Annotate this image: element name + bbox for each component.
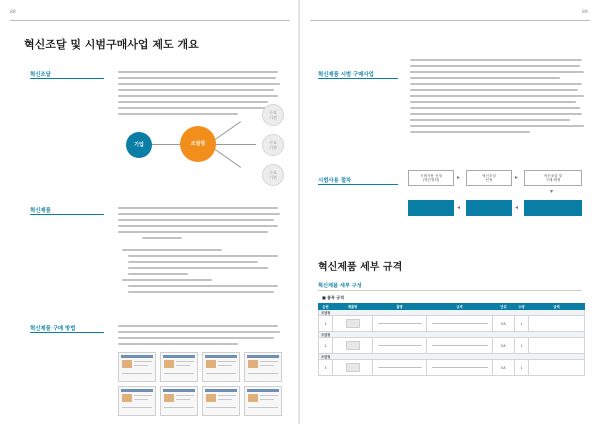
process-step-contract — [524, 200, 582, 216]
diagram-node-pps: 조달청 — [180, 126, 216, 162]
col-header: 금액 — [529, 304, 585, 310]
product-image — [346, 319, 360, 328]
section-label-pilot-purchase: 혁신제품 시범 구매사업 — [318, 72, 374, 78]
table-row — [319, 338, 585, 354]
right-page-number: 89 — [582, 10, 588, 15]
left-header-rule — [10, 20, 290, 21]
cell-product-image — [333, 360, 373, 376]
product-image — [346, 341, 360, 350]
section-label-pilot-procedure: 시범사용 절차 — [318, 178, 352, 184]
left-page-number: 88 — [10, 10, 16, 15]
left-page-title: 혁신조달 및 시범구매사업 제도 개요 — [24, 38, 199, 51]
cell-unit: EA — [493, 360, 515, 376]
cell-name — [373, 338, 427, 354]
right-page — [300, 0, 600, 424]
product-image — [346, 363, 360, 372]
cell-spec — [427, 316, 493, 332]
cell-no: 1 — [319, 316, 333, 332]
section-rule — [318, 78, 398, 79]
diagram-connector — [150, 144, 184, 145]
cell-no: 2 — [319, 338, 333, 354]
cell-spec — [427, 338, 493, 354]
process-step-select: 혁신조달 선정 — [466, 170, 512, 186]
cell-amount — [529, 360, 585, 376]
cell-name — [373, 360, 427, 376]
section-rule — [30, 332, 104, 333]
group-label: 조달청 — [321, 311, 331, 315]
cell-qty: 1 — [515, 316, 529, 332]
cell-name — [373, 316, 427, 332]
table-caption: ■ 품목 규격 — [322, 295, 345, 300]
cell-unit: EA — [493, 338, 515, 354]
cell-amount — [529, 338, 585, 354]
spec-subtitle: 혁신제품 세부 구성 — [318, 283, 362, 289]
cell-spec — [427, 360, 493, 376]
section-rule — [318, 184, 398, 185]
process-step-apply: 시범사용 신청 (혁신장터) — [408, 170, 454, 186]
group-label: 조달청 — [321, 355, 331, 359]
cell-product-image — [333, 316, 373, 332]
cell-no: 3 — [319, 360, 333, 376]
section-label-purchase-method: 혁신제품 구매 방법 — [30, 326, 76, 332]
cell-qty: 1 — [515, 338, 529, 354]
screenshot-thumbnail — [118, 386, 156, 416]
diagram-node-company: 기업 — [126, 132, 152, 158]
process-step-result — [408, 200, 454, 216]
screenshot-thumbnail — [118, 352, 156, 382]
arrow-down-icon: ▾ — [550, 188, 554, 195]
cell-qty: 1 — [515, 360, 529, 376]
cell-unit: EA — [493, 316, 515, 332]
section-rule — [30, 78, 104, 79]
right-header-rule — [310, 20, 590, 21]
spec-section-title: 혁신제품 세부 규격 — [318, 262, 403, 273]
section-rule — [318, 290, 582, 291]
diagram-node-demand-agency: 수요 기관 — [262, 164, 284, 186]
screenshot-thumbnail — [202, 386, 240, 416]
spec-table — [318, 303, 585, 376]
screenshot-thumbnail — [160, 352, 198, 382]
cell-amount — [529, 316, 585, 332]
process-step-confirm: 혁신조달 및 구매 확정 — [524, 170, 582, 186]
col-header: 순번 — [319, 304, 333, 310]
screenshot-thumbnail — [244, 352, 282, 382]
group-label: 조달청 — [321, 333, 331, 337]
screenshot-thumbnail — [202, 352, 240, 382]
arrow-right-icon: ▸ — [515, 174, 519, 181]
arrow-right-icon: ▸ — [457, 174, 461, 181]
table-row — [319, 316, 585, 332]
screenshot-thumbnail — [160, 386, 198, 416]
section-label-innovation-procurement: 혁신조달 — [30, 72, 51, 78]
section-label-innovation-product: 혁신제품 — [30, 208, 51, 214]
process-step-delivery — [466, 200, 512, 216]
col-header: 품명 — [373, 304, 427, 310]
diagram-node-demand-agency: 수요 기관 — [262, 134, 284, 156]
arrow-left-icon: ◂ — [457, 204, 461, 211]
col-header: 수량 — [515, 304, 529, 310]
col-header: 제품명 — [333, 304, 373, 310]
section-rule — [30, 214, 104, 215]
screenshot-thumbnail — [244, 386, 282, 416]
cell-product-image — [333, 338, 373, 354]
arrow-left-icon: ◂ — [515, 204, 519, 211]
table-row — [319, 360, 585, 376]
diagram-node-demand-agency: 수요 기관 — [262, 104, 284, 126]
col-header: 단위 — [493, 304, 515, 310]
col-header: 규격 — [427, 304, 493, 310]
